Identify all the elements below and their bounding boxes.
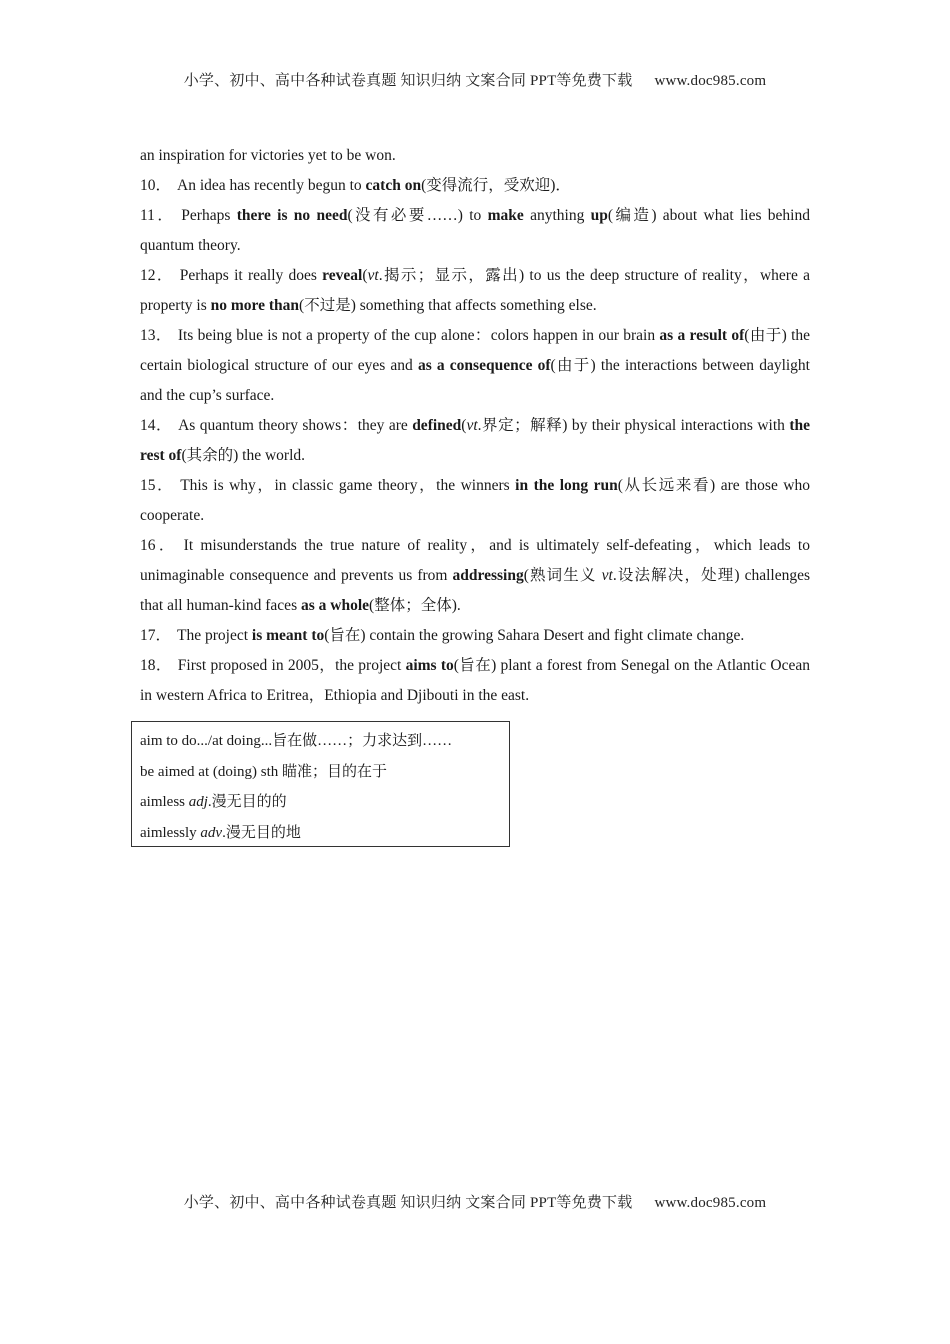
item-number: 11． (140, 207, 176, 224)
key-phrase: addressing (452, 567, 524, 584)
part-of-speech: vt (466, 417, 478, 434)
item-number: 13． (140, 327, 172, 344)
key-phrase: make (487, 207, 524, 224)
sentence-18: 18． First proposed in 2005，the project aims to(旨在) plant a forest from Senegal on the Atlantic Ocean in western Africa to Eritrea，Ethiopia and Djibouti in the east. (140, 657, 810, 704)
key-phrase: no more than (210, 297, 300, 314)
key-phrase: as a consequence of (417, 357, 551, 374)
item-number: 17． (140, 627, 172, 644)
page-header (0, 69, 950, 90)
key-phrase: there is no need (236, 207, 348, 224)
sentence-14: 14． As quantum theory shows：they are defined(vt.界定；解释) by their physical interactions with the rest of(其余的) the world. (140, 417, 810, 464)
sentence-12: 12． Perhaps it really does reveal(vt.揭示；显示，露出) to us the deep structure of reality，where a property is no more than(不过是) something that affects something else. (140, 267, 810, 314)
sentence-15: 15． This is why，in classic game theory，the winners in the long run(从长远来看) are those who cooperate. (140, 477, 810, 524)
header-text: 小学、初中、高中各种试卷真题 知识归纳 文案合同 PPT等免费下载 (183, 73, 633, 89)
key-phrase: as a whole (300, 597, 370, 614)
item-number: 16． (140, 537, 178, 554)
part-of-speech: adj (188, 794, 208, 810)
page-footer (0, 1191, 950, 1212)
sentence-16: 16． It misunderstands the true nature of reality，and is ultimately self-defeating，which leads to unimaginable consequence and prevents us from addressing(熟词生义 vt.设法解决，处理) challenges that all human-kind faces as a whole(整体；全体). (140, 537, 810, 614)
sentence-17: 17． The project is meant to(旨在) contain the growing Sahara Desert and fight climate change. (140, 627, 745, 644)
footer-url[interactable]: www.doc985.com (654, 1195, 767, 1211)
header-url[interactable]: www.doc985.com (654, 73, 767, 89)
item-number: 14． (140, 417, 173, 434)
key-phrase: as a result of (659, 327, 745, 344)
note-line: aim to do.../at doing...旨在做……；力求达到…… (140, 733, 453, 749)
key-phrase: the rest of (140, 417, 810, 464)
key-phrase: up (590, 207, 608, 224)
footer-text: 小学、初中、高中各种试卷真题 知识归纳 文案合同 PPT等免费下载 (183, 1195, 633, 1211)
key-phrase: reveal (322, 267, 363, 284)
vocabulary-note-box (131, 721, 510, 847)
sentence-11: 11． Perhaps there is no need(没有必要……) to make anything up(编造) about what lies behind quantum theory. (140, 207, 810, 254)
sentence-10: 10． An idea has recently begun to catch on(变得流行，受欢迎)． (140, 177, 571, 194)
key-phrase: is meant to (251, 627, 325, 644)
part-of-speech: vt (601, 567, 613, 584)
paragraph-continued: an inspiration for victories yet to be won. (140, 147, 396, 164)
item-number: 18． (140, 657, 172, 674)
note-line: be aimed at (doing) sth 瞄准；目的在于 (140, 763, 388, 780)
key-phrase: aims to (405, 657, 454, 674)
key-phrase: defined (412, 417, 462, 434)
item-number: 15． (140, 477, 175, 494)
key-phrase: catch on (365, 177, 422, 194)
document-body (140, 141, 810, 711)
item-number: 12． (140, 267, 174, 284)
part-of-speech: vt (367, 267, 379, 284)
key-phrase: in the long run (515, 477, 618, 494)
sentence-13: 13． Its being blue is not a property of the cup alone：colors happen in our brain as a result of(由于) the certain biological structure of our eyes and as a consequence of(由于) the interactions between daylight and the cup’s surface. (140, 327, 810, 404)
note-line: aimless adj.漫无目的的 (140, 794, 287, 810)
note-line: aimlessly adv.漫无目的地 (140, 824, 301, 841)
item-number: 10． (140, 177, 172, 194)
part-of-speech: adv (200, 824, 223, 841)
